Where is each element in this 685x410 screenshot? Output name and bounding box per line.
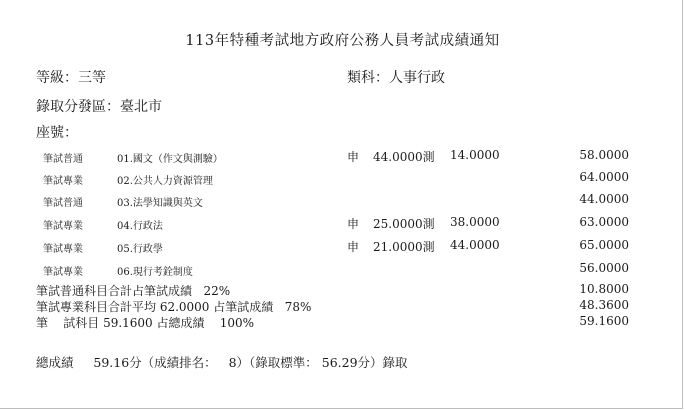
subject-total: 56.0000 [579,261,629,275]
subject-score-part2: 44.0000 [450,238,500,252]
subject-total: 63.0000 [579,215,629,229]
final-result: 總成績 59.16分（成績排名： 8）（錄取標準： 56.29分）錄取 [36,355,408,370]
table-row [0,213,685,235]
subject-score-part2: 38.0000 [450,215,500,229]
subject-name: 03.法學知識與英文 [117,198,203,209]
subject-total: 44.0000 [579,192,629,206]
table-row [0,259,685,281]
subject-name: 04.行政法 [117,221,163,232]
seat-field: 座號： [36,125,78,141]
table-row [0,236,685,258]
subject-score-part1: 44.0000測 [373,150,435,164]
subject-name: 05.行政學 [117,244,163,255]
summary-written-value: 59.1600 [579,314,629,328]
document-title: 113年特種考試地方政府公務人員考試成績通知 [185,33,500,49]
table-row [0,190,685,212]
subject-category: 筆試專業 [43,221,83,232]
subject-category: 筆試專業 [43,244,83,255]
subject-category: 筆試普通 [43,198,83,209]
table-row [0,168,685,190]
table-row [0,146,685,168]
summary-professional-label: 筆試專業科目合計平均 62.0000 占筆試成績 78% [36,300,312,314]
subject-mark: 申 [347,240,360,254]
subject-total: 58.0000 [579,148,629,162]
summary-written-label: 筆 試科目 59.1600 占總成績 100% [36,316,255,330]
region-field: 錄取分發區：臺北市 [36,99,162,115]
summary-professional-value: 48.3600 [579,298,629,312]
category-field: 類科：人事行政 [347,70,445,86]
subject-total: 64.0000 [579,170,629,184]
subject-mark: 申 [347,217,360,231]
summary-general-label: 筆試普通科目合計占筆試成績 22% [36,284,231,298]
subject-score-part1: 25.0000測 [373,217,435,231]
subject-name: 06.現行考銓制度 [117,267,193,278]
subject-score-part1: 21.0000測 [373,240,435,254]
subject-name: 01.國文（作文與測驗） [117,154,223,165]
subject-category: 筆試普通 [43,154,83,165]
subject-total: 65.0000 [579,238,629,252]
subject-mark: 申 [347,150,360,164]
subject-category: 筆試專業 [43,267,83,278]
summary-general-value: 10.8000 [579,282,629,296]
grade-field: 等級：三等 [36,70,106,86]
subject-score-part2: 14.0000 [450,148,500,162]
subject-name: 02.公共人力資源管理 [117,176,213,187]
subject-category: 筆試專業 [43,176,83,187]
